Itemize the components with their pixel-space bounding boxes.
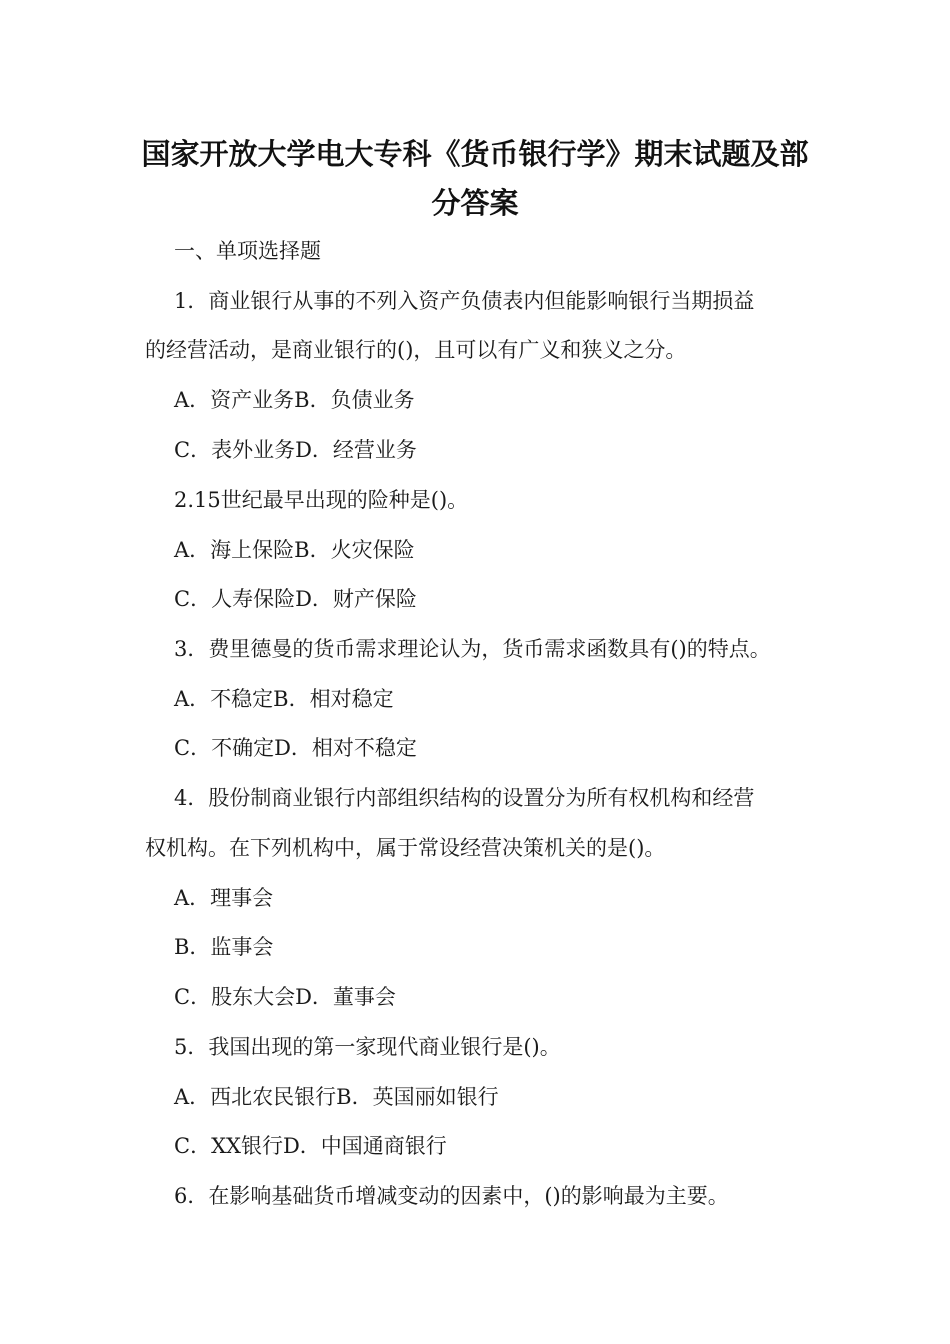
question-3-options-cd: C．不确定D．相对不稳定 (174, 736, 417, 760)
question-2-options-ab: A．海上保险B．火灾保险 (174, 538, 415, 562)
document-title-line-2: 分答案 (431, 186, 519, 220)
question-4-option-b: B．监事会 (174, 935, 274, 959)
question-3-text: 3．费里德曼的货币需求理论认为，货币需求函数具有()的特点。 (174, 637, 771, 661)
question-4-options-cd: C．股东大会D．董事会 (174, 985, 396, 1009)
question-2-text: 2.15世纪最早出现的险种是()。 (174, 488, 469, 512)
question-2-options-cd: C．人寿保险D．财产保险 (174, 587, 417, 611)
question-6-text: 6．在影响基础货币增减变动的因素中，()的影响最为主要。 (174, 1184, 729, 1208)
question-4-option-a: A．理事会 (174, 886, 274, 910)
question-1-text-cont: 的经营活动，是商业银行的()，且可以有广义和狭义之分。 (145, 338, 687, 362)
question-5-text: 5．我国出现的第一家现代商业银行是()。 (174, 1035, 561, 1059)
question-5-options-cd: C．XX银行D．中国通商银行 (174, 1134, 447, 1158)
question-5-options-ab: A．西北农民银行B．英国丽如银行 (174, 1085, 499, 1109)
question-1-options-ab: A．资产业务B．负债业务 (174, 388, 415, 412)
question-4-text-cont: 权机构。在下列机构中，属于常设经营决策机关的是()。 (145, 836, 666, 860)
question-4-text: 4．股份制商业银行内部组织结构的设置分为所有权机构和经营 (174, 786, 755, 810)
document-title-line-1: 国家开放大学电大专科《货币银行学》期末试题及部 (141, 137, 809, 171)
question-1-options-cd: C．表外业务D．经营业务 (174, 438, 417, 462)
section-heading: 一、单项选择题 (174, 239, 321, 263)
question-3-options-ab: A．不稳定B．相对稳定 (174, 687, 394, 711)
question-1-text: 1．商业银行从事的不列入资产负债表内但能影响银行当期损益 (174, 289, 755, 313)
